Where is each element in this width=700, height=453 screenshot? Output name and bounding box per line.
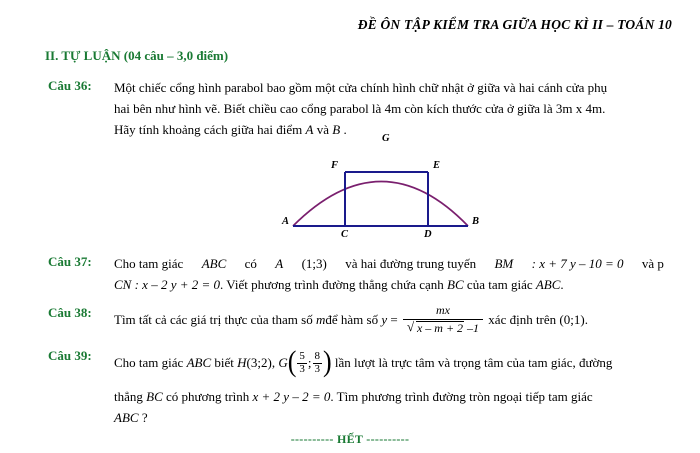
q39-orthocenter-h: H (237, 355, 247, 370)
q37-median-cn: CN (114, 277, 132, 293)
q38-parameter-m: m (315, 312, 326, 327)
q39-l2-t2: có phương trình (162, 388, 253, 404)
q37-l1-t4: và p (641, 256, 664, 271)
q37-triangle-abc: ABC (201, 256, 227, 271)
q37-median-cn-equation: : x – 2 y + 2 = 0 (131, 277, 221, 293)
question-38-label: Câu 38: (48, 305, 92, 320)
q39-coord-separator: ; (307, 355, 312, 370)
question-39-line-2 (114, 386, 666, 407)
question-37-body (114, 253, 664, 295)
question-38-body (114, 304, 666, 337)
question-39-label: Câu 39: (48, 348, 92, 363)
figure-label-e: E (433, 160, 441, 171)
q39-l1-t4: lần lượt là trực tâm và trọng tâm của tam giác, đường (331, 355, 613, 370)
q38-equals: = (387, 312, 401, 327)
q36-point-a: A (305, 122, 314, 138)
q36-point-b: B (332, 122, 341, 138)
q38-radical (407, 321, 464, 336)
question-37-line-2 (114, 274, 664, 295)
question-37 (48, 253, 666, 295)
q39-l2-t1: thẳng (114, 388, 147, 404)
q39-bc-equation: x + 2 y – 2 = 0 (252, 388, 331, 404)
footer-end-marker: ---------- HẾT ---------- (290, 432, 410, 446)
section-heading: II. TỰ LUẬN (04 câu – 3,0 điểm) (45, 48, 229, 63)
q39-l1-t3: , (271, 355, 279, 370)
question-39-body (114, 344, 666, 428)
question-39 (48, 344, 666, 428)
q36-l3-text-c: . (340, 122, 347, 138)
figure-label-g: G (382, 133, 390, 144)
figure-svg (278, 133, 493, 245)
parabola-arch-figure (278, 133, 493, 245)
question-38-line-1 (114, 304, 666, 337)
q38-interval: (0;1) (559, 312, 585, 327)
q37-l2-t1: . Viết phương trình đường thẳng chứa cạnh (220, 277, 448, 293)
question-39-line-3 (114, 407, 666, 428)
q38-t3: xác định trên (485, 312, 560, 327)
q38-numerator: mx (436, 303, 450, 318)
q37-side-bc: BC (447, 277, 464, 293)
question-36-line-1: Một chiếc cổng hình parabol bao gồm một cửa chính hình chữ nhật ở giữa và hai cánh cửa phụ (114, 80, 608, 95)
question-36 (48, 77, 663, 140)
question-37-line-1 (114, 253, 664, 274)
q39-orthocenter-coord: (3;2) (246, 355, 272, 370)
q37-median-bm-equation: : x + 7 y – 10 = 0 (531, 256, 624, 271)
q38-function-y: y (381, 312, 388, 327)
question-38 (48, 304, 666, 337)
q38-t2: để hàm số (325, 312, 382, 327)
q39-gx-den: 3 (299, 362, 305, 375)
figure-label-d: D (424, 229, 432, 240)
question-36-body (114, 77, 659, 140)
q37-l1-t1: Cho tam giác (114, 256, 184, 271)
q39-l2-t3: . Tìm phương trình đường tròn ngoại tiếp tam giác (330, 388, 593, 404)
figure-label-c: C (341, 229, 349, 240)
parabola-curve (293, 182, 468, 227)
question-37-label: Câu 37: (48, 254, 92, 269)
q39-gx-num: 5 (299, 349, 305, 362)
q38-t4: . (584, 312, 588, 327)
q38-fraction (403, 304, 483, 336)
q39-centroid-y-fraction (313, 351, 323, 376)
question-36-line-2: hai bên như hình vẽ. Biết chiều cao cổng parabol là 4m còn kích thước cửa ở giữa là 3m x 4m. (114, 101, 606, 117)
q37-l2-t3: . (560, 277, 564, 293)
question-39-line-1: Cho tam giác ABC biết H(3;2), G( $\frac{5}{3}$ ; $\frac{8}{3}$ ) lần lượt là trực tâm và trọng tâm của tam giác, đường (114, 344, 613, 379)
q37-median-bm: BM (494, 256, 514, 271)
q39-gy-num: 8 (314, 349, 320, 362)
question-36-label: Câu 36: (48, 78, 92, 93)
q38-denominator-tail: –1 (464, 321, 480, 336)
q36-l3-text-b: và (313, 122, 333, 138)
q37-triangle-abc-2: ABC (535, 277, 561, 293)
q37-vertex-a: A (275, 256, 284, 271)
q38-t1: Tìm tất cả các giá trị thực của tham số (114, 312, 316, 327)
q39-gy-den: 3 (314, 362, 320, 375)
q39-triangle-abc-2: ABC (114, 409, 139, 425)
q39-side-bc: BC (146, 388, 163, 404)
q39-l1-t1: Cho tam giác (114, 355, 187, 370)
q38-denominator (403, 319, 483, 336)
figure-label-a: A (282, 216, 290, 227)
q39-centroid-g: G (278, 355, 288, 370)
q39-triangle-abc: ABC (186, 355, 212, 370)
document-title: ĐỀ ÔN TẬP KIỂM TRA GIỮA HỌC KÌ II – TOÁN 10 (357, 17, 672, 32)
q37-l1-t3: và hai đường trung tuyến (345, 256, 477, 271)
q37-l2-t2: của tam giác (463, 277, 536, 293)
figure-label-f: F (331, 160, 339, 171)
q39-centroid-x-fraction (297, 351, 307, 376)
figure-label-b: B (472, 216, 480, 227)
q38-radicand: x – m + 2 (416, 321, 464, 336)
q39-l3-t: ? (138, 409, 148, 425)
q39-l1-t2: biết (211, 355, 238, 370)
q37-vertex-a-coord: (1;3) (301, 256, 327, 271)
q37-l1-t2: có (244, 256, 257, 271)
q36-l3-text-a: Hãy tính khoảng cách giữa hai điểm (114, 122, 306, 138)
